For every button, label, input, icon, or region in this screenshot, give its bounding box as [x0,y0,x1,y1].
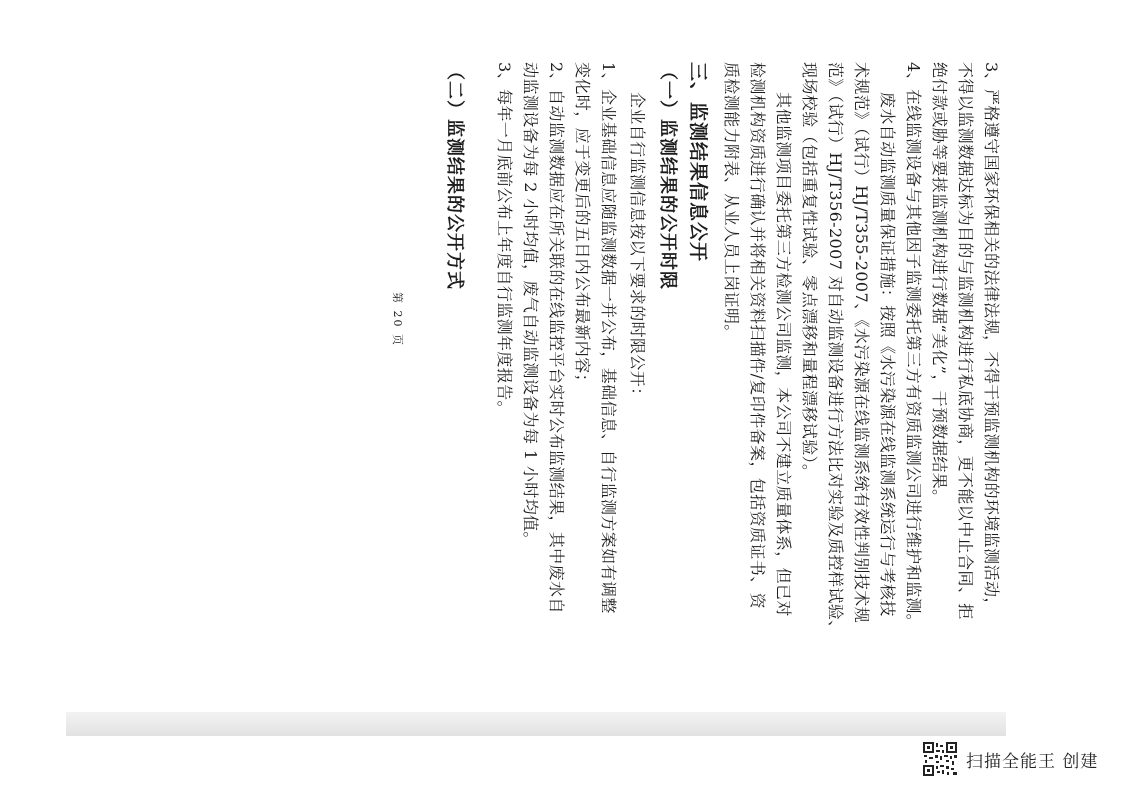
body-line-3: 绝付款或胁等要挟监测机构进行数据“美化”，干预数据结果。 [930,62,949,506]
body-line-13: 1、企业基础信息应随监测数据一并公布，基础信息、自行监测方案如有调整 [599,62,618,614]
qr-code-icon [922,741,958,777]
body-line-11: 质检测能力附表、从业人员上岗证明。 [722,62,741,341]
body-line-10: 检测机构资质进行确认并将相关资料扫描件/复印件备案，包括资质证书、资 [748,62,767,609]
subsection-heading-2: （二）监测结果的公开方式 [444,62,465,290]
body-line-4: 4、在线监测设备与其他因子监测委托第三方有资质监测公司进行维护和监测。 [904,62,923,631]
body-line-8: 现场校验（包括重复性试验、零点漂移和量程漂移试验）。 [800,62,819,481]
body-line-5: 废水自动监测质量保证措施：按照《水污染源在线监测系统运行与考核技 [878,92,897,617]
body-line-7: 范》（试行）HJ/T356-2007 对自动监测设备进行方法比对实验及质控样试验、 [826,62,845,637]
scanner-watermark [922,741,1098,777]
rotated-document-body [141,52,1001,732]
body-line-1: 3、严格遵守国家环保相关的法律法规，不得干预监测机构的环境监测活动， [982,62,1001,614]
body-line-17: 3、每年一月底前公布上年度自行监测年度报告。 [495,62,514,417]
body-line-9: 其他监测项目委托第三方检测公司监测，本公司不建立质量体系，但已对 [774,92,793,617]
subsection-heading-1: （一）监测结果的公开时限 [657,62,678,290]
body-line-12: 企业自行监测信息按以下要求的时限公开： [628,92,647,404]
page-number: 第 20 页 [391,292,404,347]
body-line-15: 2、自动监测数据应在所关联的在线监控平台实时公布监测结果，其中废水自 [547,62,566,614]
body-line-16: 动监测设备为每 2 小时均值，废气自动监测设备为每 1 小时均值。 [521,62,540,548]
body-line-6: 术规范》（试行）HJ/T355-2007、《水污染源在线监测系统有效性判别技术规 [852,62,871,624]
scanner-watermark-text: 扫描全能王 创建 [966,751,1099,772]
section-heading: 三、监测结果信息公开 [687,62,709,263]
body-line-2: 不得以监测数据达标为目的与监测机构进行私底协商，更不能以中止合同、拒 [956,62,975,620]
body-line-14: 变化时，应于变更后的五日内公布最新内容； [573,62,592,391]
